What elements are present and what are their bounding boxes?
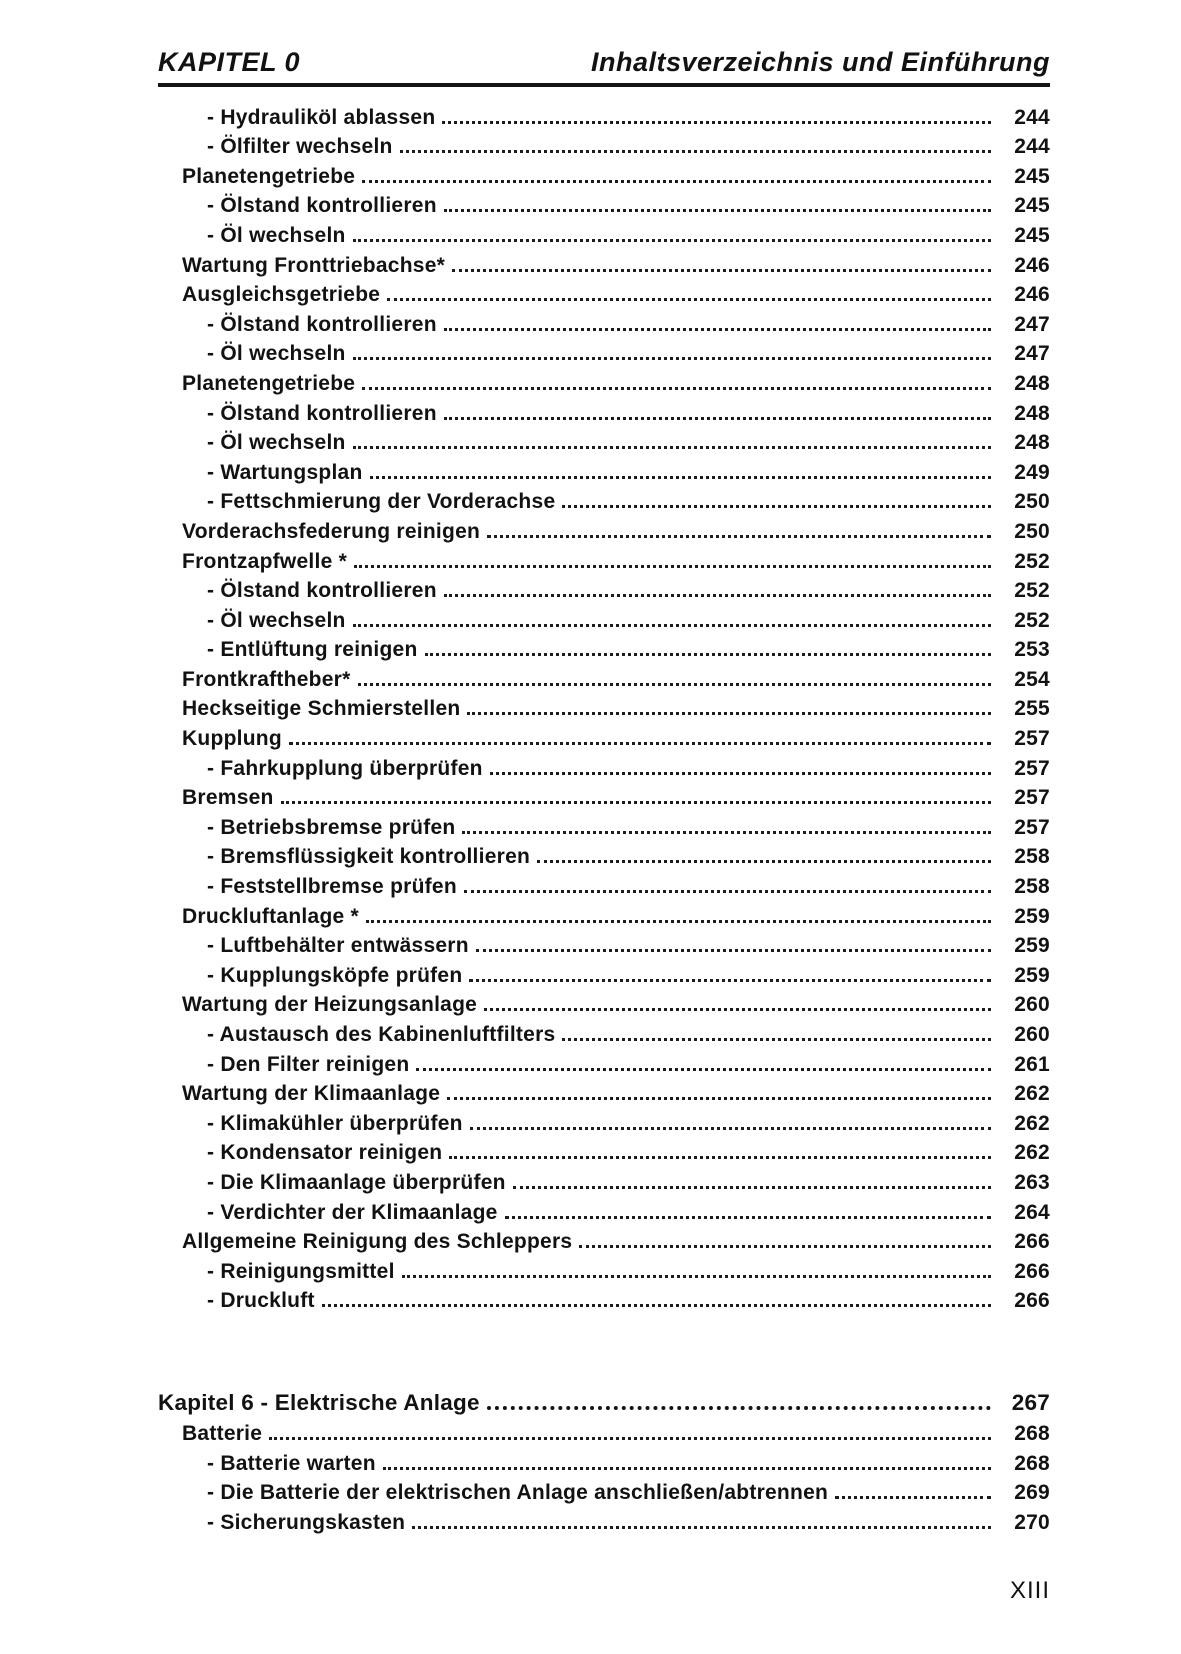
toc-chapter-heading-page: 267: [1011, 1390, 1050, 1416]
dot-leader: [444, 417, 991, 420]
toc-entry-page: 248: [1014, 431, 1050, 455]
toc-entry-label: - Feststellbremse prüfen: [207, 875, 457, 899]
toc-entry-label: - Hydrauliköl ablassen: [207, 105, 436, 129]
dot-leader: [358, 683, 991, 686]
toc-entry-label: - Austausch des Kabinenluftfilters: [207, 1023, 556, 1046]
toc-entry-page: 245: [1014, 223, 1050, 247]
toc-entry-label: Frontkraftheber*: [182, 667, 351, 691]
dot-leader: [412, 1526, 991, 1529]
toc-entry-page: 253: [1014, 638, 1050, 662]
toc-entry-label: - Ölstand kontrollieren: [207, 401, 437, 425]
toc-entry-label: - Fettschmierung der Vorderachse: [207, 490, 556, 514]
toc-entry: [158, 1047, 1050, 1077]
toc-entry: [158, 721, 1050, 751]
toc-entry: [158, 899, 1050, 929]
toc-entry: [158, 307, 1050, 337]
page-number: XIII: [1009, 1576, 1050, 1604]
dot-leader: [353, 357, 991, 360]
toc-main-list: [158, 100, 1050, 1313]
toc-entry-page: 252: [1014, 549, 1050, 573]
toc-entry-page: 262: [1014, 1141, 1050, 1165]
toc-entry-label: - Verdichter der Klimaanlage: [207, 1200, 498, 1224]
toc-entry-page: 268: [1014, 1451, 1050, 1475]
toc-entry: [158, 869, 1050, 899]
toc-entry-label: Bremsen: [182, 786, 274, 810]
toc-entry: [158, 189, 1050, 219]
dot-leader: [484, 1008, 991, 1011]
toc-entry-label: Allgemeine Reinigung des Schleppers: [182, 1230, 573, 1254]
toc-entry-page: 262: [1014, 1111, 1050, 1135]
toc-entry-page: 257: [1014, 786, 1050, 810]
toc-entry-label: Vorderachsfederung reinigen: [182, 519, 481, 543]
dot-leader: [470, 1127, 991, 1130]
toc-entry-page: 254: [1014, 667, 1050, 691]
toc-entry-page: 257: [1014, 815, 1050, 839]
dot-leader: [469, 979, 991, 982]
header-title: Inhaltsverzeichnis und Einführung: [590, 47, 1050, 77]
dot-leader: [452, 269, 991, 272]
dot-leader: [354, 565, 991, 568]
toc-entry-page: 257: [1014, 756, 1050, 780]
toc-entry-page: 250: [1014, 490, 1050, 514]
toc-entry-label: - Öl wechseln: [207, 608, 346, 632]
toc-entry-page: 252: [1014, 579, 1050, 603]
dot-leader: [416, 1068, 991, 1071]
dot-leader: [289, 742, 991, 745]
toc-entry-page: 247: [1014, 342, 1050, 366]
toc-entry: [158, 337, 1050, 367]
toc-entry-page: 261: [1014, 1052, 1050, 1076]
dot-leader: [835, 1496, 991, 1499]
toc-entry-page: 255: [1014, 697, 1050, 721]
toc-entry-page: 248: [1014, 401, 1050, 425]
toc-entry-page: 258: [1014, 875, 1050, 899]
dot-leader: [449, 1156, 991, 1159]
dot-leader: [513, 1186, 991, 1189]
toc-entry: [158, 1284, 1050, 1314]
page-footer: [158, 1577, 1050, 1605]
dot-leader: [579, 1245, 991, 1248]
toc-entry-page: 246: [1014, 283, 1050, 307]
dot-leader: [462, 831, 991, 834]
toc-entry-label: - Fahrkupplung überprüfen: [207, 756, 483, 780]
toc-entry: [158, 1165, 1050, 1195]
toc-entry-page: 246: [1014, 253, 1050, 277]
dot-leader: [444, 209, 991, 212]
toc-entry-label: - Den Filter reinigen: [207, 1052, 410, 1076]
toc-entry-label: - Öl wechseln: [207, 342, 346, 366]
toc-entry-page: 263: [1014, 1170, 1050, 1194]
dot-leader: [400, 150, 991, 153]
dot-leader: [444, 328, 991, 331]
dot-leader: [467, 712, 991, 715]
toc-entry: [158, 1476, 1050, 1506]
toc-entry-label: - Öl wechseln: [207, 431, 346, 455]
toc-entry: [158, 1017, 1050, 1047]
page-header: [158, 46, 1050, 78]
toc-entry-label: - Wartungsplan: [207, 460, 363, 484]
dot-leader: [476, 949, 991, 952]
toc-entry-label: - Bremsflüssigkeit kontrollieren: [207, 845, 531, 869]
toc-entry: [158, 603, 1050, 633]
toc-entry-label: - Ölstand kontrollieren: [207, 579, 437, 603]
toc-entry-label: - Reinigungsmittel: [207, 1259, 395, 1283]
toc-entry-label: Batterie: [182, 1421, 263, 1445]
toc-entry: [158, 485, 1050, 515]
toc-entry: [158, 396, 1050, 426]
toc-entry: [158, 1416, 1050, 1446]
toc-chapter-heading: [158, 1384, 1050, 1416]
toc-entry-page: 245: [1014, 164, 1050, 188]
toc-entry: [158, 1136, 1050, 1166]
dot-leader: [387, 298, 991, 301]
dot-leader: [362, 387, 991, 390]
dot-leader: [353, 624, 991, 627]
toc-entry: [158, 426, 1050, 456]
toc-entry-page: 260: [1014, 993, 1050, 1017]
toc-entry-page: 262: [1014, 1082, 1050, 1106]
header-rule: [158, 83, 1050, 87]
toc-entry-page: 258: [1014, 845, 1050, 869]
toc-entry-page: 264: [1014, 1200, 1050, 1224]
toc-entry-label: Wartung Fronttriebachse*: [182, 253, 446, 277]
toc-entry: [158, 751, 1050, 781]
dot-leader: [425, 653, 991, 656]
toc-entry-label: - Luftbehälter entwässern: [207, 934, 469, 958]
dot-leader: [464, 890, 991, 893]
toc-entry-label: - Entlüftung reinigen: [207, 638, 418, 662]
toc-entry: [158, 781, 1050, 811]
toc-entry: [158, 929, 1050, 959]
toc-entry-label: - Klimakühler überprüfen: [207, 1111, 463, 1135]
dot-leader: [362, 180, 991, 183]
toc-entry: [158, 1505, 1050, 1535]
toc-entry: [158, 159, 1050, 189]
toc-entry-page: 244: [1014, 105, 1050, 129]
header-chapter-label: KAPITEL 0: [158, 47, 301, 77]
toc-entry-label: - Batterie warten: [207, 1451, 376, 1475]
toc-chapter-heading-label: Kapitel 6 - Elektrische Anlage: [158, 1390, 480, 1416]
toc-entry: [158, 455, 1050, 485]
dot-leader: [442, 121, 991, 124]
dot-leader: [366, 920, 991, 923]
toc-entry-label: Heckseitige Schmierstellen: [182, 697, 461, 721]
toc-entry: [158, 1106, 1050, 1136]
toc-entry-label: Druckluftanlage *: [182, 904, 359, 928]
toc-entry-page: 259: [1014, 904, 1050, 928]
toc-entry-page: 249: [1014, 460, 1050, 484]
dot-leader: [562, 1038, 991, 1041]
dot-leader: [490, 772, 991, 775]
toc-entry-page: 270: [1014, 1510, 1050, 1534]
dot-leader: [487, 535, 991, 538]
dot-leader: [353, 446, 991, 449]
toc-entry-page: 260: [1014, 1023, 1050, 1046]
toc-entry: [158, 1195, 1050, 1225]
toc-entry-label: - Kondensator reinigen: [207, 1141, 443, 1165]
dot-leader: [353, 239, 991, 242]
toc-entry: [158, 958, 1050, 988]
toc-entry: [158, 218, 1050, 248]
toc-entry-label: - Betriebsbremse prüfen: [207, 815, 456, 839]
toc-entry: [158, 248, 1050, 278]
toc-entry-label: - Ölstand kontrollieren: [207, 312, 437, 336]
toc-entry-page: 266: [1014, 1230, 1050, 1254]
toc-entry-label: - Die Klimaanlage überprüfen: [207, 1170, 506, 1194]
toc-entry-label: - Kupplungsköpfe prüfen: [207, 963, 463, 987]
toc-entry-label: Ausgleichsgetriebe: [182, 283, 381, 307]
toc-entry: [158, 514, 1050, 544]
toc-entry-page: 248: [1014, 371, 1050, 395]
toc-entry: [158, 544, 1050, 574]
toc-entry: [158, 1225, 1050, 1255]
dot-leader: [281, 801, 991, 804]
toc-entry-page: 259: [1014, 934, 1050, 958]
toc-entry: [158, 662, 1050, 692]
toc-entry: [158, 1446, 1050, 1476]
toc-entry-label: - Ölstand kontrollieren: [207, 194, 437, 218]
toc-entry-page: 266: [1014, 1289, 1050, 1313]
toc-entry: [158, 366, 1050, 396]
toc-entry: [158, 1077, 1050, 1107]
dot-leader: [447, 1097, 991, 1100]
toc-entry-page: 259: [1014, 963, 1050, 987]
dot-leader: [487, 1406, 991, 1410]
toc-entry-label: Kupplung: [182, 727, 282, 751]
toc-entry-page: 245: [1014, 194, 1050, 218]
toc-entry-page: 244: [1014, 135, 1050, 159]
toc-entry: [158, 278, 1050, 308]
toc-entry-label: - Die Batterie der elektrischen Anlage anschließen/abtrennen: [207, 1481, 829, 1505]
toc-entry-label: - Ölfilter wechseln: [207, 135, 393, 159]
table-of-contents: [158, 100, 1050, 1535]
toc-entry-label: Frontzapfwelle *: [182, 549, 348, 573]
dot-leader: [370, 476, 991, 479]
toc-entry: [158, 810, 1050, 840]
toc-entry-page: 266: [1014, 1259, 1050, 1283]
toc-entry: [158, 130, 1050, 160]
toc-entry-label: Planetengetriebe: [182, 371, 356, 395]
toc-entry: [158, 100, 1050, 130]
dot-leader: [402, 1275, 991, 1278]
dot-leader: [444, 594, 991, 597]
toc-entry-label: - Öl wechseln: [207, 223, 346, 247]
toc-entry: [158, 1254, 1050, 1284]
toc-entry-label: Wartung der Klimaanlage: [182, 1082, 441, 1106]
toc-entry-label: - Sicherungskasten: [207, 1510, 406, 1534]
toc-entry: [158, 574, 1050, 604]
page-content: [158, 46, 1050, 1605]
toc-entry-page: 247: [1014, 312, 1050, 336]
toc-entry-label: Planetengetriebe: [182, 164, 356, 188]
dot-leader: [322, 1304, 991, 1307]
toc-entry-label: - Druckluft: [207, 1289, 315, 1313]
toc-entry-page: 257: [1014, 727, 1050, 751]
dot-leader: [562, 505, 991, 508]
toc-entry: [158, 633, 1050, 663]
toc-entry-page: 250: [1014, 519, 1050, 543]
toc-entry-page: 252: [1014, 608, 1050, 632]
dot-leader: [537, 860, 991, 863]
toc-entry: [158, 988, 1050, 1018]
toc-entry-label: Wartung der Heizungsanlage: [182, 993, 478, 1017]
toc-entry: [158, 692, 1050, 722]
dot-leader: [383, 1467, 991, 1470]
toc-entry-page: 269: [1014, 1481, 1050, 1505]
toc-entry: [158, 840, 1050, 870]
toc-entry-page: 268: [1014, 1421, 1050, 1445]
dot-leader: [505, 1216, 991, 1219]
toc-chapter-list: [158, 1416, 1050, 1534]
dot-leader: [269, 1437, 991, 1440]
